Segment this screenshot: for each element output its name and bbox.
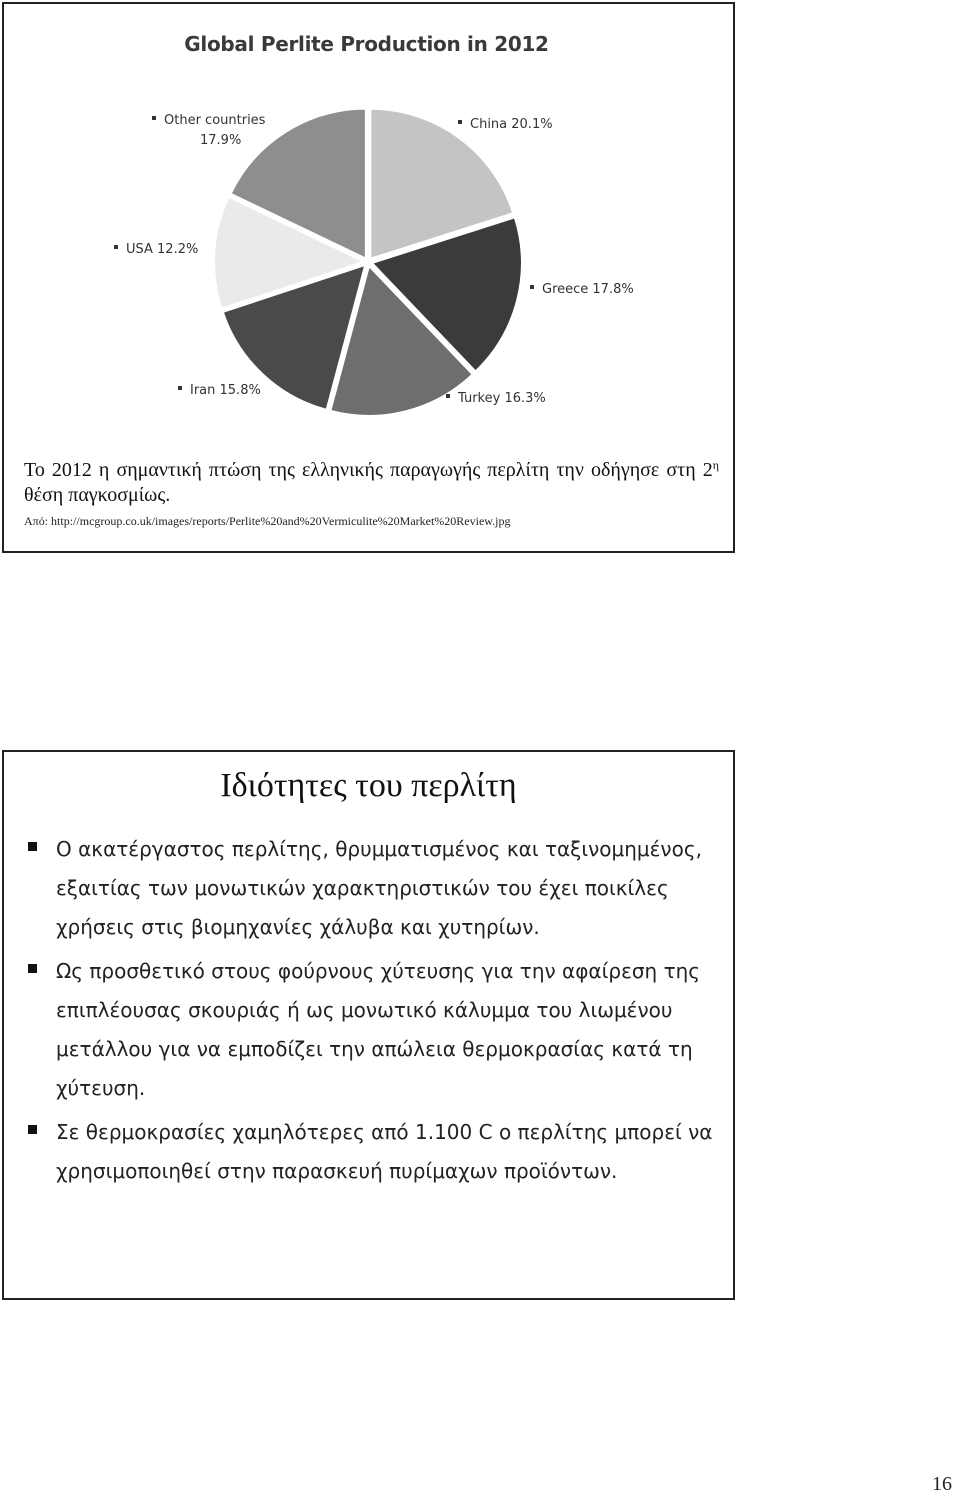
slide-caption bbox=[24, 458, 719, 508]
legend-marker-icon bbox=[458, 120, 462, 124]
bullet-square-icon bbox=[28, 842, 37, 851]
pie-chart bbox=[0, 0, 735, 450]
pie-label-other-countries: Other countries 17.9% bbox=[164, 113, 266, 148]
bullet-item: Ο ακατέργαστος περλίτης, θρυμματισμένος και ταξινομημένος, εξαιτίας των μονωτικών χαρακτηριστικών του έχει ποικίλες χρήσεις στις βιομηχανίες χάλυβα και χυτηρίων. bbox=[22, 830, 722, 947]
legend-marker-icon bbox=[178, 386, 182, 390]
pie-label-china: China 20.1% bbox=[470, 117, 553, 132]
source-url: Από: http://mcgroup.co.uk/images/reports/Perlite%20and%20Vermiculite%20Market%20Review.jpg bbox=[24, 514, 511, 528]
bullet-list bbox=[22, 830, 722, 1196]
slide-title: Ιδιότητες του περλίτη bbox=[220, 767, 517, 804]
pie-label-iran: Iran 15.8% bbox=[190, 383, 261, 398]
caption-text-1: Το 2012 η σημαντική πτώση της ελληνικής παραγωγής περλίτη την οδήγησε στη 2 bbox=[24, 459, 713, 481]
pie-label-usa: USA 12.2% bbox=[126, 242, 199, 257]
bullet-square-icon bbox=[28, 1125, 37, 1134]
caption-text-2: θέση παγκοσμίως. bbox=[24, 484, 171, 506]
legend-marker-icon bbox=[446, 394, 450, 398]
chart-title: Global Perlite Production in 2012 bbox=[184, 32, 549, 56]
legend-marker-icon bbox=[114, 245, 118, 249]
pie-label-greece: Greece 17.8% bbox=[542, 282, 634, 297]
bullet-square-icon bbox=[28, 964, 37, 973]
bullet-item: Ως προσθετικό στους φούρνους χύτευσης για την αφαίρεση της επιπλέουσας σκουριάς ή ως μονωτικό κάλυμμα του λιωμένου μετάλλου για να εμποδίζει την απώλεια θερμοκρασίας κατά τη χύτευση. bbox=[22, 952, 722, 1108]
legend-marker-icon bbox=[152, 116, 156, 120]
bullet-item: Σε θερμοκρασίες χαμηλότερες από 1.100 C ο περλίτης μπορεί να χρησιμοποιηθεί στην παρασκευή πυρίμαχων προϊόντων. bbox=[22, 1113, 722, 1191]
page-number: 16 bbox=[932, 1473, 952, 1495]
caption-superscript: η bbox=[712, 458, 719, 472]
pie-label-turkey: Turkey 16.3% bbox=[458, 391, 546, 406]
legend-marker-icon bbox=[530, 285, 534, 289]
